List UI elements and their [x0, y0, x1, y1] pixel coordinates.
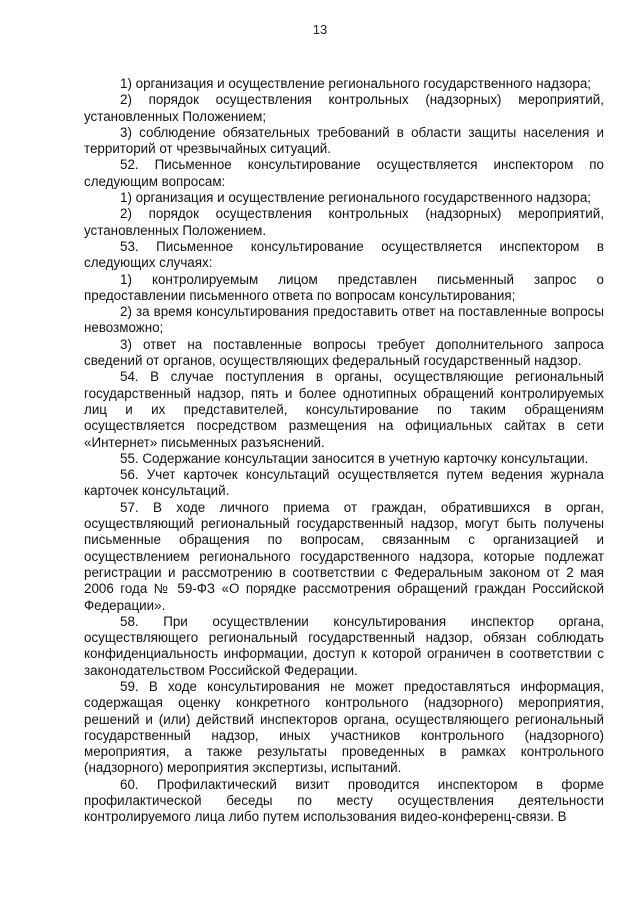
paragraph-item-55: 55. Содержание консультации заносится в учетную карточку консультации.	[120, 450, 589, 466]
paragraph: 2) порядок осуществления контрольных (надзорных) мероприятий, установленных Положением;	[84, 92, 604, 124]
paragraph: 3) ответ на поставленные вопросы требует дополнительного запроса сведений от органов, осуществляющих федеральный государственный надзор.	[84, 336, 604, 369]
paragraph-item-54: 54. В случае поступления в органы, осуществляющие региональный государственный надзор, пять и более однотипных обращений контролируемых лиц и их представителей, консультирование по таким обращениям осуществляется посредством размещения на официальных сайтах в сети «Интернет» письменных разъяснений.	[84, 369, 604, 450]
paragraph-item-58: 58. При осуществлении консультирования инспектор органа, осуществляющего региональный государственный надзор, обязан соблюдать конфиденциальность информации, доступ к которой ограничен в соответствии с законодательством Российской Федерации.	[84, 613, 604, 678]
paragraph-item-52: 52. Письменное консультирование осуществляется инспектором по следующим вопросам:	[84, 157, 604, 189]
paragraph-item-56: 56. Учет карточек консультаций осуществляется путем ведения журнала карточек консультаций.	[84, 467, 604, 499]
paragraph: 1) организация и осуществление регионального государственного надзора;	[120, 76, 591, 91]
paragraph-item-59: 59. В ходе консультирования не может предоставляться информация, содержащая оценку конкретного контрольного (надзорного) мероприятия, решений и (или) действий инспекторов органа, осуществляющего региональный государственный надзор, иных участников контрольного (надзорного) мероприятия, а также результаты проведенных в рамках контрольного (надзорного) мероприятия экспертизы, испытаний.	[84, 678, 604, 776]
paragraph: 2) за время консультирования предоставить ответ на поставленные вопросы невозможно;	[84, 304, 604, 336]
paragraph: 2) порядок осуществления контрольных (надзорных) мероприятий, установленных Положением.	[84, 206, 604, 238]
paragraph: 3) соблюдение обязательных требований в области защиты населения и территорий от чрезвычайных ситуаций.	[84, 124, 604, 157]
paragraph-item-57: 57. В ходе личного приема от граждан, обратившихся в орган, осуществляющий региональный государственный надзор, могут быть получены письменные обращения по вопросам, связанным с организацией и осуществлением регионального государственного надзора, которые подлежат регистрации и рассмотрению в соответствии с Федеральным законом от 2 мая 2006 года № 59-ФЗ «О порядке рассмотрения обращений граждан Российской Федерации».	[84, 499, 604, 613]
document-body	[84, 76, 604, 826]
paragraph-item-60: 60. Профилактический визит проводится инспектором в форме профилактической беседы по месту осуществления деятельности контролируемого лица либо путем использования видео-конференц-связи. В	[84, 776, 604, 825]
paragraph: 1) организация и осуществление регионального государственного надзора;	[120, 190, 591, 206]
paragraph: 1) контролируемым лицом представлен письменный запрос о предоставлении письменного ответа по вопросам консультирования;	[84, 271, 604, 303]
paragraph-item-53: 53. Письменное консультирование осуществляется инспектором в следующих случаях:	[84, 238, 604, 271]
page-number: 13	[312, 22, 328, 37]
